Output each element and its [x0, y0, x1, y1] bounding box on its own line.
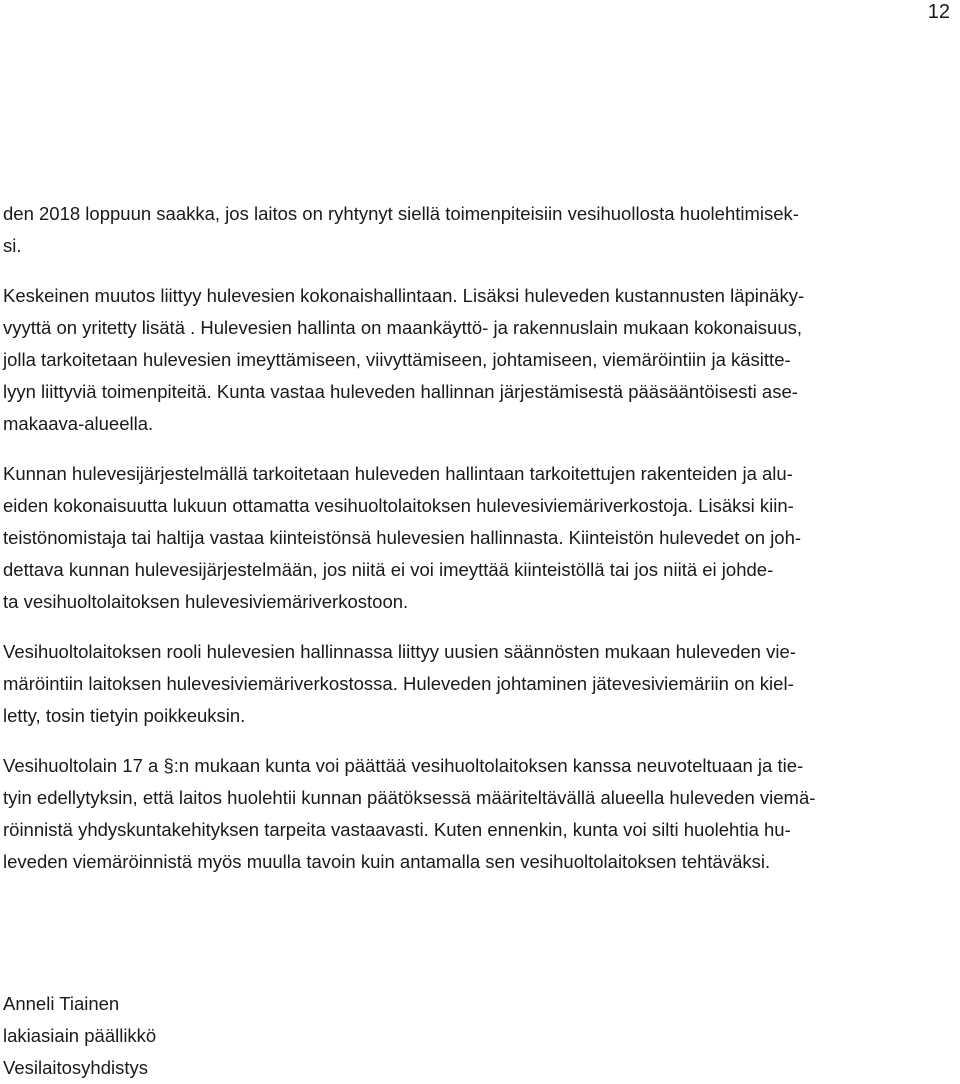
- text-line: teistönomistaja tai haltija vastaa kiinteistönsä hulevesien hallinnasta. Kiinteistön hulevedet on joh-: [3, 527, 802, 548]
- text-line: den 2018 loppuun saakka, jos laitos on ryhtynyt siellä toimenpiteisiin vesihuollosta huolehtimisek-: [3, 203, 799, 224]
- text-line: tyin edellytyksin, että laitos huolehtii kunnan päätöksessä määriteltävällä alueella huleveden viemä-: [3, 787, 816, 808]
- text-line: Kunnan hulevesijärjestelmällä tarkoitetaan huleveden hallintaan tarkoitettujen rakenteiden ja alu-: [3, 463, 793, 484]
- paragraph-water-services-act: [3, 750, 953, 878]
- text-line: leveden viemäröinnistä myös muulla tavoin kuin antamalla sen vesihuoltolaitoksen tehtäväksi.: [3, 851, 771, 872]
- text-line: si.: [3, 235, 22, 256]
- text-line: eiden kokonaisuutta lukuun ottamatta vesihuoltolaitoksen hulevesiviemäriverkostoja. Lisäksi kiin-: [3, 495, 794, 516]
- signatory-organization: Vesilaitosyhdistys: [3, 1057, 148, 1078]
- text-line: röinnistä yhdyskuntakehityksen tarpeita vastaavasti. Kuten ennenkin, kunta voi silti huolehtia hu-: [3, 819, 791, 840]
- signatory-title: lakiasiain päällikkö: [3, 1025, 157, 1046]
- paragraph-municipal-system: [3, 458, 953, 618]
- text-line: Vesihuoltolain 17 a §:n mukaan kunta voi päättää vesihuoltolaitoksen kanssa neuvoteltuaan ja tie-: [3, 755, 804, 776]
- paragraph-utility-role: [3, 636, 953, 732]
- text-line: Vesihuoltolaitoksen rooli hulevesien hallinnassa liittyy uusien säännösten mukaan huleveden vie-: [3, 641, 796, 662]
- text-line: dettava kunnan hulevesijärjestelmään, jos niitä ei voi imeyttää kiinteistöllä tai jos niitä ei johde-: [3, 559, 774, 580]
- signature-block: [3, 988, 156, 1084]
- text-line: märöintiin laitoksen hulevesiviemäriverkostossa. Huleveden johtaminen jätevesiviemäriin on kiel-: [3, 673, 794, 694]
- paragraph-intro: [3, 198, 953, 262]
- text-line: Keskeinen muutos liittyy hulevesien kokonaishallintaan. Lisäksi huleveden kustannusten läpinäky-: [3, 285, 805, 306]
- text-line: lyyn liittyviä toimenpiteitä. Kunta vastaa huleveden hallinnan järjestämisestä pääsääntöisesti ase-: [3, 381, 798, 402]
- signatory-name: Anneli Tiainen: [3, 993, 120, 1014]
- paragraph-stormwater-management: [3, 280, 953, 440]
- page-number: 12: [927, 1, 950, 23]
- document-body: [3, 198, 953, 878]
- text-line: makaava-alueella.: [3, 413, 154, 434]
- text-line: letty, tosin tietyin poikkeuksin.: [3, 705, 246, 726]
- text-line: vyyttä on yritetty lisätä . Hulevesien hallinta on maankäyttö- ja rakennuslain mukaan kokonaisuus,: [3, 317, 803, 338]
- text-line: jolla tarkoitetaan hulevesien imeyttämiseen, viivyttämiseen, johtamiseen, viemäröintiin ja käsitte-: [3, 349, 791, 370]
- text-line: ta vesihuoltolaitoksen hulevesiviemäriverkostoon.: [3, 591, 409, 612]
